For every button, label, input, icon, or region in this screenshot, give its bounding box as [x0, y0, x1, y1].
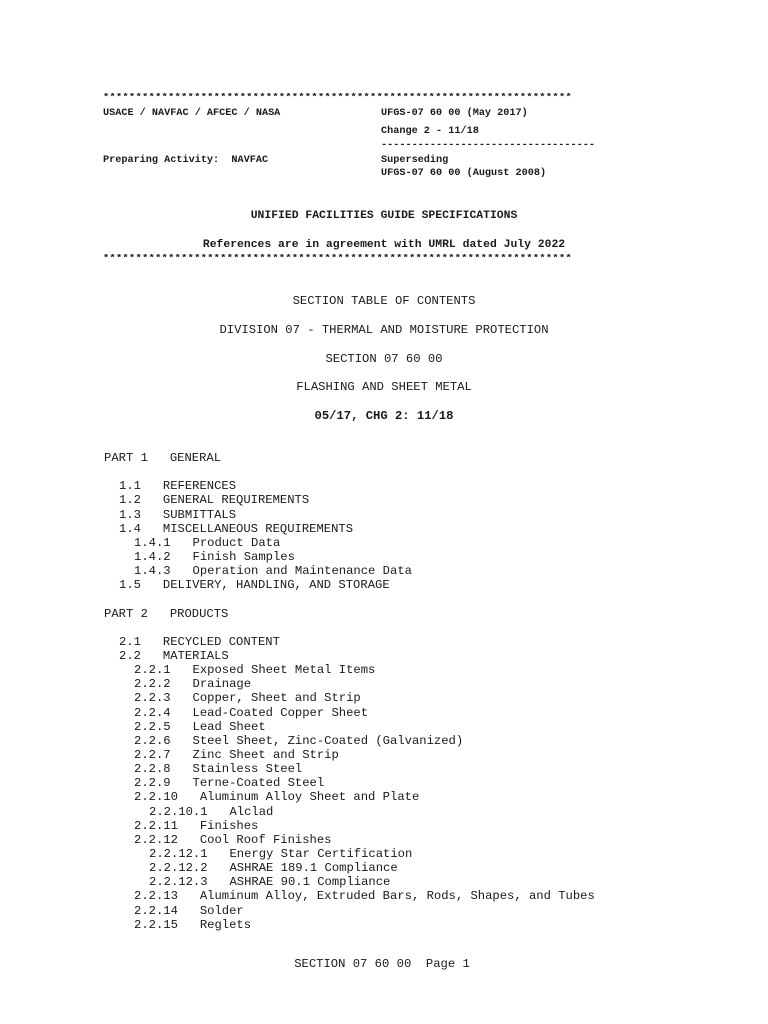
toc-entry-title: Lead Sheet — [192, 719, 266, 734]
toc-entry-title: Solder — [199, 903, 244, 918]
toc-entry — [0, 706, 768, 720]
division-title: DIVISION 07 - THERMAL AND MOISTURE PROTECTION — [219, 323, 549, 337]
section-number: SECTION 07 60 00 — [325, 352, 443, 366]
toc-entry — [0, 677, 768, 691]
toc-entry-title: Product Data — [192, 535, 281, 550]
agencies: USACE / NAVFAC / AFCEC / NASA — [103, 108, 281, 119]
toc-entry — [0, 762, 768, 776]
toc-entry-number: 2.2.3 — [134, 691, 171, 706]
toc-entry-number: 2.2.1 — [134, 663, 171, 678]
superseding-id: UFGS-07 60 00 (August 2008) — [381, 168, 547, 179]
toc-entry-number: 2.2 — [119, 648, 141, 663]
toc-entry-number: 1.1 — [119, 479, 141, 494]
table-of-contents — [0, 451, 768, 932]
toc-entry — [0, 564, 768, 578]
toc-entry-number: 2.2.10.1 — [149, 804, 208, 819]
toc-entry-title: Alclad — [229, 804, 274, 819]
change-label: Change 2 - 11/18 — [381, 126, 479, 137]
toc-entry-number: 2.2.8 — [134, 762, 171, 777]
toc-entry-number: 2.2.12.1 — [149, 846, 208, 861]
toc-entry-title: MISCELLANEOUS REQUIREMENTS — [162, 521, 354, 536]
toc-entry-title: ASHRAE 189.1 Compliance — [229, 861, 398, 876]
toc-entry-number: 1.4.2 — [134, 549, 171, 564]
section-title: FLASHING AND SHEET METAL — [296, 380, 472, 394]
toc-entry — [0, 833, 768, 847]
toc-entry — [0, 649, 768, 663]
toc-entry — [0, 847, 768, 861]
superseding-label: Superseding — [381, 155, 449, 166]
toc-entry-number: 2.2.2 — [134, 677, 171, 692]
asterisk-rule-bottom: ************************************************************************ — [103, 254, 572, 265]
toc-entry-number: 1.4.3 — [134, 564, 171, 579]
toc-entry-number: 1.5 — [119, 578, 141, 593]
asterisk-rule-top: ************************************************************************ — [103, 93, 572, 104]
ufgs-title: UNIFIED FACILITIES GUIDE SPECIFICATIONS — [250, 210, 518, 222]
toc-entry-title: Reglets — [199, 917, 252, 932]
toc-entry-title: GENERAL REQUIREMENTS — [162, 493, 310, 508]
toc-entry-title: Drainage — [192, 677, 252, 692]
toc-entry-title: DELIVERY, HANDLING, AND STORAGE — [162, 578, 390, 593]
toc-entry-title: RECYCLED CONTENT — [162, 634, 280, 649]
toc-entry — [0, 691, 768, 705]
toc-entry-title: Finish Samples — [192, 549, 295, 564]
toc-entry-title: Aluminum Alloy, Extruded Bars, Rods, Shapes, and Tubes — [199, 889, 595, 904]
toc-entry — [0, 904, 768, 918]
ufgs-id: UFGS-07 60 00 (May 2017) — [381, 108, 528, 119]
toc-entry — [0, 493, 768, 507]
toc-entry-title: Exposed Sheet Metal Items — [192, 663, 376, 678]
toc-entry — [0, 889, 768, 903]
toc-entry-title: Operation and Maintenance Data — [192, 564, 412, 579]
preparing-activity: Preparing Activity: NAVFAC — [103, 155, 269, 166]
toc-entry-number: 2.2.9 — [134, 776, 171, 791]
toc-entry-title: REFERENCES — [162, 479, 237, 494]
toc-entry-title: Lead-Coated Copper Sheet — [192, 705, 369, 720]
toc-entry-number: 2.2.12.2 — [149, 861, 208, 876]
toc-entry-number: 1.2 — [119, 493, 141, 508]
toc-entry-title: Zinc Sheet and Strip — [192, 747, 339, 762]
toc-entry-number: 2.2.12 — [134, 832, 178, 847]
toc-entry-number: PART 2 — [104, 606, 148, 621]
toc-entry-title: Aluminum Alloy Sheet and Plate — [199, 790, 420, 805]
toc-entry — [0, 635, 768, 649]
toc-entry-number: 2.2.5 — [134, 719, 171, 734]
change-rule: ----------------------------------- — [381, 140, 595, 151]
toc-entry — [0, 861, 768, 875]
toc-entry — [0, 734, 768, 748]
toc-entry-number: 2.2.13 — [134, 889, 178, 904]
toc-entry-number: 2.2.12.3 — [149, 875, 208, 890]
toc-entry-title: Copper, Sheet and Strip — [192, 691, 361, 706]
toc-entry — [0, 663, 768, 677]
toc-entry-number: 2.2.14 — [134, 903, 178, 918]
toc-entry-number: 2.2.10 — [134, 790, 178, 805]
toc-entry — [0, 918, 768, 932]
page-footer: SECTION 07 60 00 Page 1 — [294, 957, 470, 971]
toc-entry-number: 1.4 — [119, 521, 141, 536]
toc-entry-number: 2.2.6 — [134, 733, 171, 748]
toc-entry — [0, 776, 768, 790]
toc-entry — [0, 748, 768, 762]
toc-entry-title: Energy Star Certification — [229, 846, 413, 861]
toc-entry — [0, 805, 768, 819]
toc-entry-title: Cool Roof Finishes — [199, 832, 332, 847]
toc-entry — [0, 550, 768, 564]
toc-entry — [0, 536, 768, 550]
toc-entry — [0, 819, 768, 833]
toc-entry-title: Stainless Steel — [192, 762, 303, 777]
toc-entry-title: SUBMITTALS — [162, 507, 237, 522]
toc-entry-title: MATERIALS — [162, 648, 229, 663]
date-change: 05/17, CHG 2: 11/18 — [314, 409, 454, 423]
toc-entry-number: 2.1 — [119, 634, 141, 649]
toc-entry — [0, 578, 768, 592]
toc-entry-number: 1.4.1 — [134, 535, 171, 550]
toc-entry-number: 2.2.15 — [134, 917, 178, 932]
toc-part-heading — [0, 451, 768, 465]
toc-entry-title: Steel Sheet, Zinc-Coated (Galvanized) — [192, 733, 464, 748]
toc-heading: SECTION TABLE OF CONTENTS — [292, 294, 476, 308]
toc-part-heading — [0, 607, 768, 621]
toc-entry — [0, 790, 768, 804]
toc-entry-title: Terne-Coated Steel — [192, 776, 325, 791]
toc-entry-number: PART 1 — [104, 451, 148, 465]
toc-entry — [0, 479, 768, 493]
toc-entry — [0, 875, 768, 889]
toc-entry-title: Finishes — [199, 818, 259, 833]
toc-entry-title: GENERAL — [169, 451, 222, 465]
toc-entry-number: 2.2.11 — [134, 818, 178, 833]
toc-entry-title: PRODUCTS — [169, 606, 229, 621]
toc-entry — [0, 508, 768, 522]
toc-entry — [0, 720, 768, 734]
toc-entry-number: 2.2.4 — [134, 705, 171, 720]
toc-entry-number: 1.3 — [119, 507, 141, 522]
umrl-note: References are in agreement with UMRL dated July 2022 — [202, 239, 566, 251]
toc-entry — [0, 522, 768, 536]
toc-entry-number: 2.2.7 — [134, 747, 171, 762]
toc-entry-title: ASHRAE 90.1 Compliance — [229, 875, 391, 890]
